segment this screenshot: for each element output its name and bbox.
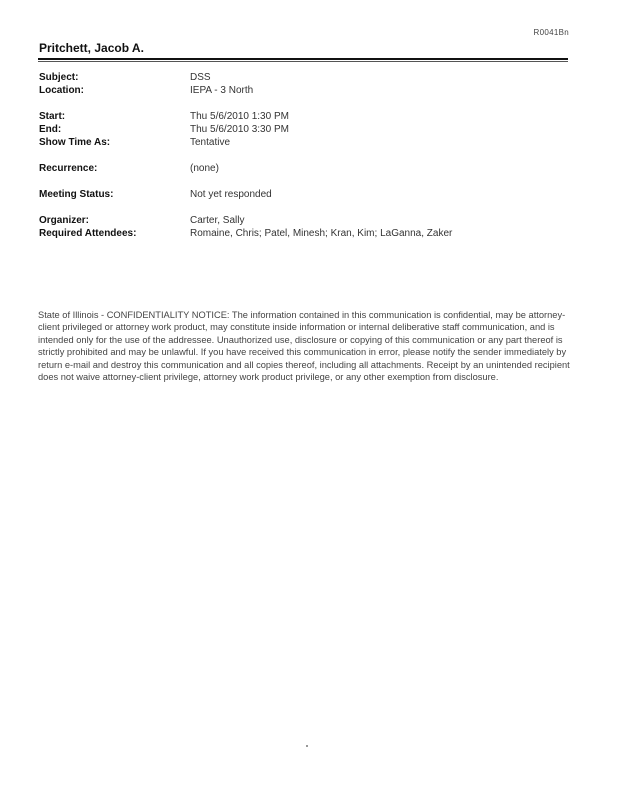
page-footer-mark [306,745,308,747]
location-label: Location: [39,85,84,96]
required-attendees-row [39,227,569,240]
show-time-as-row [39,136,569,149]
start-label: Start: [39,111,66,122]
organizer-label: Organizer: [39,215,90,226]
meeting-status-row [39,188,569,201]
header-divider [38,58,568,60]
end-row [39,123,569,136]
meeting-status-value: Not yet responded [190,189,272,200]
recurrence-label: Recurrence: [39,163,98,174]
start-row [39,110,569,123]
meeting-status-label: Meeting Status: [39,189,114,200]
confidentiality-notice: State of Illinois - CONFIDENTIALITY NOTICE: The information contained in this communication is confidential, may be attorney-client privileged or attorney work product, may constitute inside information or internal deliberative staff communication, and is intended only for the use of the addressee. Unauthorized use, disclosure or copying of this communication or any part thereof is strictly prohibited and may be unlawful. If you have received this communication in error, please notify the sender immediately by return e-mail and destroy this communication and all copies thereof, including all attachments. Receipt by an unintended recipient does not waive attorney-client privilege, attorney work product privilege, or any other exemption from disclosure. [38,310,570,383]
appointment-details [39,71,569,240]
end-value: Thu 5/6/2010 3:30 PM [190,124,289,135]
required-attendees-label: Required Attendees: [39,228,137,239]
required-attendees-value: Romaine, Chris; Patel, Minesh; Kran, Kim; LaGanna, Zaker [190,228,453,239]
show-time-as-label: Show Time As: [39,137,111,148]
subject-row [39,71,569,84]
show-time-as-value: Tentative [190,137,231,148]
subject-label: Subject: [39,72,79,83]
recurrence-value: (none) [190,163,219,174]
organizer-value: Carter, Sally [190,215,245,226]
organizer-row [39,214,569,227]
header-divider-secondary [38,61,568,62]
subject-value: DSS [190,72,211,83]
end-label: End: [39,124,62,135]
document-id: R0041Bn [533,28,569,37]
recurrence-row [39,162,569,175]
calendar-owner-name: Pritchett, Jacob A. [39,41,144,55]
location-value: IEPA - 3 North [190,85,254,96]
start-value: Thu 5/6/2010 1:30 PM [190,111,289,122]
location-row [39,84,569,97]
